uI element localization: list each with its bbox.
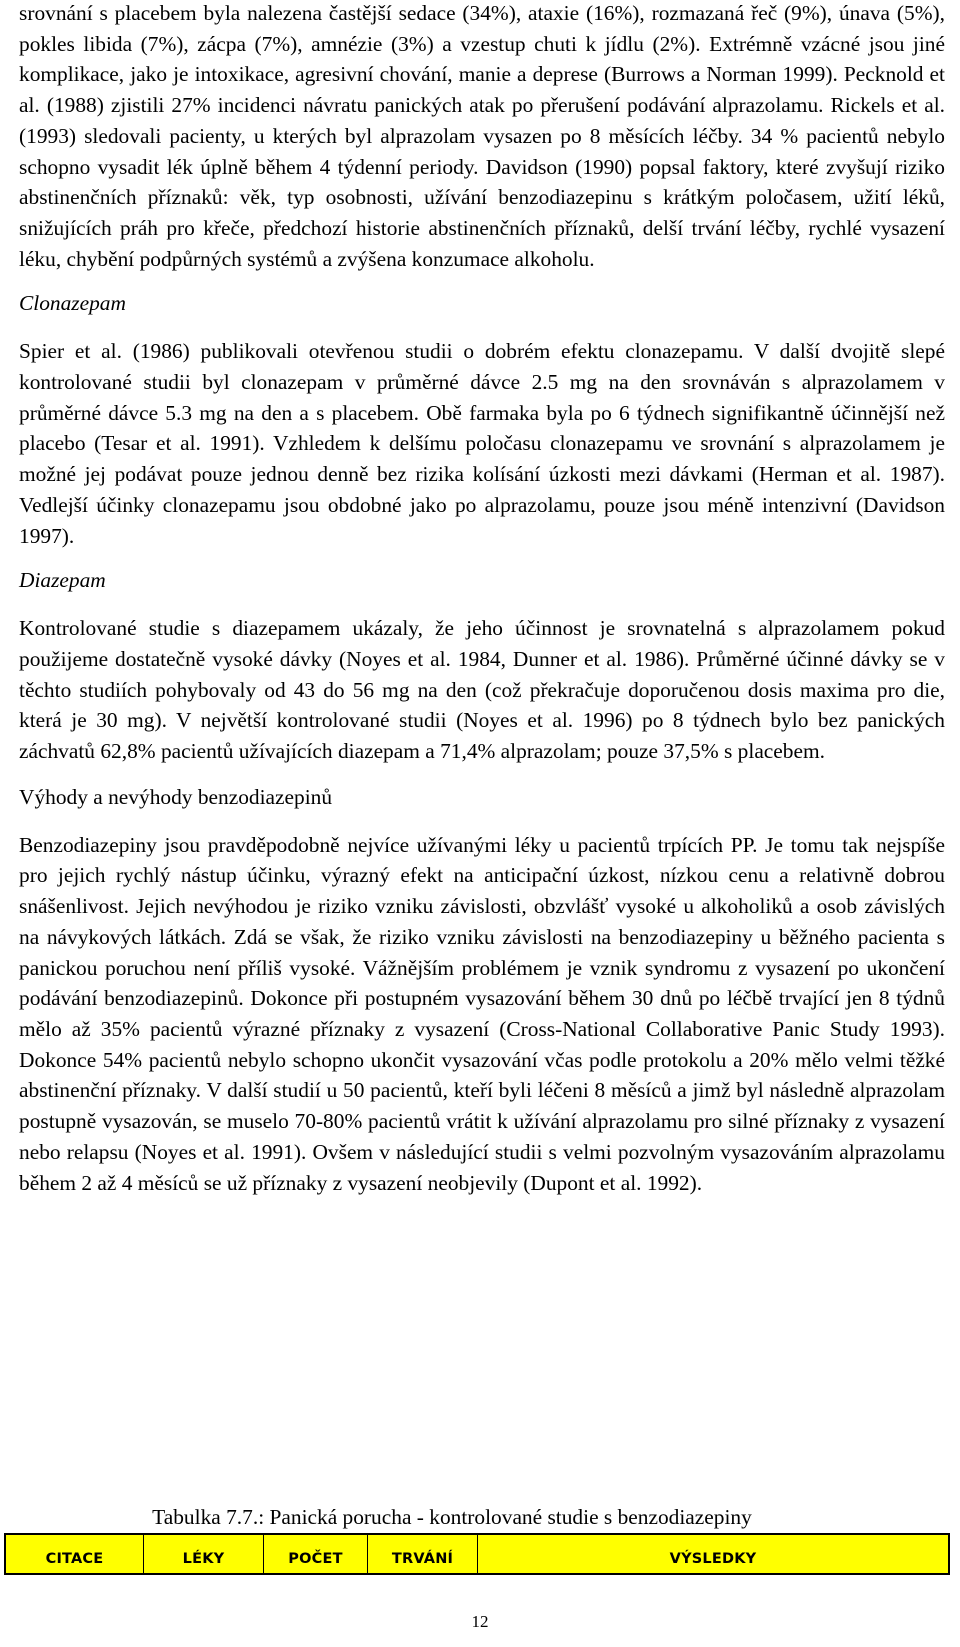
paragraph-clonazepam: Spier et al. (1986) publikovali otevřenou studii o dobrém efektu clonazepamu. V další dvojitě slepé kontrolované studii byl clonazepam v průměrné dávce 2.5 mg na den srovnáván s alprazolamem v průměrné dávce 5.3 mg na den a s placebem. Obě farmaka byla po 6 týdnech signifikantně účinnější než placebo (Tesar et al. 1991). Vzhledem k delšímu poločasu clonazepamu ve srovnání s alprazolamem je možné jej podávat pouze jednou denně bez rizika kolísání úzkosti mezi dávkami (Herman et al. 1987). Vedlejší účinky clonazepamu jsou obdobné jako po alprazolamu, pouze jsou méně intenzivní (Davidson 1997). — [19, 339, 945, 548]
heading-pros-cons: Výhody a nevýhody benzodiazepinů — [19, 784, 333, 809]
document-page — [19, 0, 945, 1529]
table-header-row — [4, 1533, 950, 1575]
paragraph-alprazolam-side-effects: srovnání s placebem byla nalezena častější sedace (34%), ataxie (16%), rozmazaná řeč (9%), únava (5%), pokles libida (7%), zácpa (7%), amnézie (3%) a vzestup chuti k jídlu (2%). Extrémně vzácné jsou jiné komplikace, jako je intoxikace, agresivní chování, manie a deprese (Burrows a Norman 1999). Pecknold et al. (1988) zjistili 27% incidenci návratu panických atak po přerušení podávání alprazolamu. Rickels et al. (1993) sledovali pacienty, u kterých byl alprazolam vysazen po 8 měsících léčby. 34 % pacientů nebylo schopno vysadit lék úplně během 4 týdenní periody. Davidson (1990) popsal faktory, které zvyšují riziko abstinenčních příznaků: věk, typ osobnosti, užívání benzodiazepinu s krátkým poločasem, užití léků, snižujících práh pro křeče, předchozí historie abstinenčních příznaků, delší trvání léčby, rychlé vysazení léku, chybění podpůrných systémů a zvýšena konzumace alkoholu. — [19, 1, 945, 271]
heading-clonazepam: Clonazepam — [19, 291, 126, 316]
paragraph-pros-cons: Benzodiazepiny jsou pravděpodobně nejvíce užívanými léky u pacientů trpících PP. Je tomu tak nejspíše pro jejich rychlý nástup účinku, výrazný efekt na anticipační úzkost, nízkou cenu a relativně dobrou snášenlivost. Jejich nevýhodou je riziko vzniku závislosti, obzvlášť vysoké u alkoholiků a osob závislých na návykových látkách. Zdá se však, že riziko vzniku závislosti na benzodiazepiny u běžného pacienta s panickou poruchou není příliš vysoké. Vážnějším problémem je vznik syndromu z vysazení po ukončení podávání benzodiazepinů. Dokonce při postupném vysazování během 30 dnů po léčbě trvající jen 8 týdnů mělo až 35% pacientů výrazné příznaky z vysazení (Cross-National Collaborative Panic Study 1993). Dokonce 54% pacientů nebylo schopno ukončit vysazování včas podle protokolu a 20% mělo velmi těžké abstinenční příznaky. V další studií u 50 pacientů, kteří byli léčeni 8 měsíců a jimž byl následně alprazolam postupně vysazován, se muselo 70-80% pacientů vrátit k užívání alprazolamu pro silné příznaky z vysazení nebo relapsu (Noyes et al. 1991). Ovšem v následující studii s velmi pozvolným vysazováním alprazolamu během 2 až 4 měsíců se už příznaky z vysazení neobjevily (Dupont et al. 1992). — [19, 832, 945, 1195]
paragraph-diazepam: Kontrolované studie s diazepamem ukázaly, že jeho účinnost je srovnatelná s alprazolamem pokud použijeme dostatečně vysoké dávky (Noyes et al. 1984, Dunner et al. 1986). Průměrné účinné dávky se v těchto studiích pohybovaly od 43 do 56 mg na den (což překračuje doporučenou dosis maxima pro die, která je 30 mg). V největší kontrolované studii (Noyes et al. 1996) po 8 týdnech bylo bez panických záchvatů 62,8% pacientů užívajících diazepam a 71,4% alprazolam; pouze 37,5% s placebem. — [19, 616, 945, 764]
table-column-vysledky: VÝSLEDKY — [669, 1551, 757, 1567]
table-column-pocet: POČET — [264, 1535, 368, 1573]
heading-diazepam: Diazepam — [19, 568, 106, 593]
table-caption: Tabulka 7.7.: Panická porucha - kontrolované studie s benzodiazepiny — [152, 1505, 752, 1529]
table-column-leky: LÉKY — [144, 1535, 264, 1573]
table-column-citace: CITACE — [6, 1535, 144, 1573]
table-column-trvani: TRVÁNÍ — [368, 1535, 478, 1573]
page-number: 12 — [471, 1612, 489, 1631]
